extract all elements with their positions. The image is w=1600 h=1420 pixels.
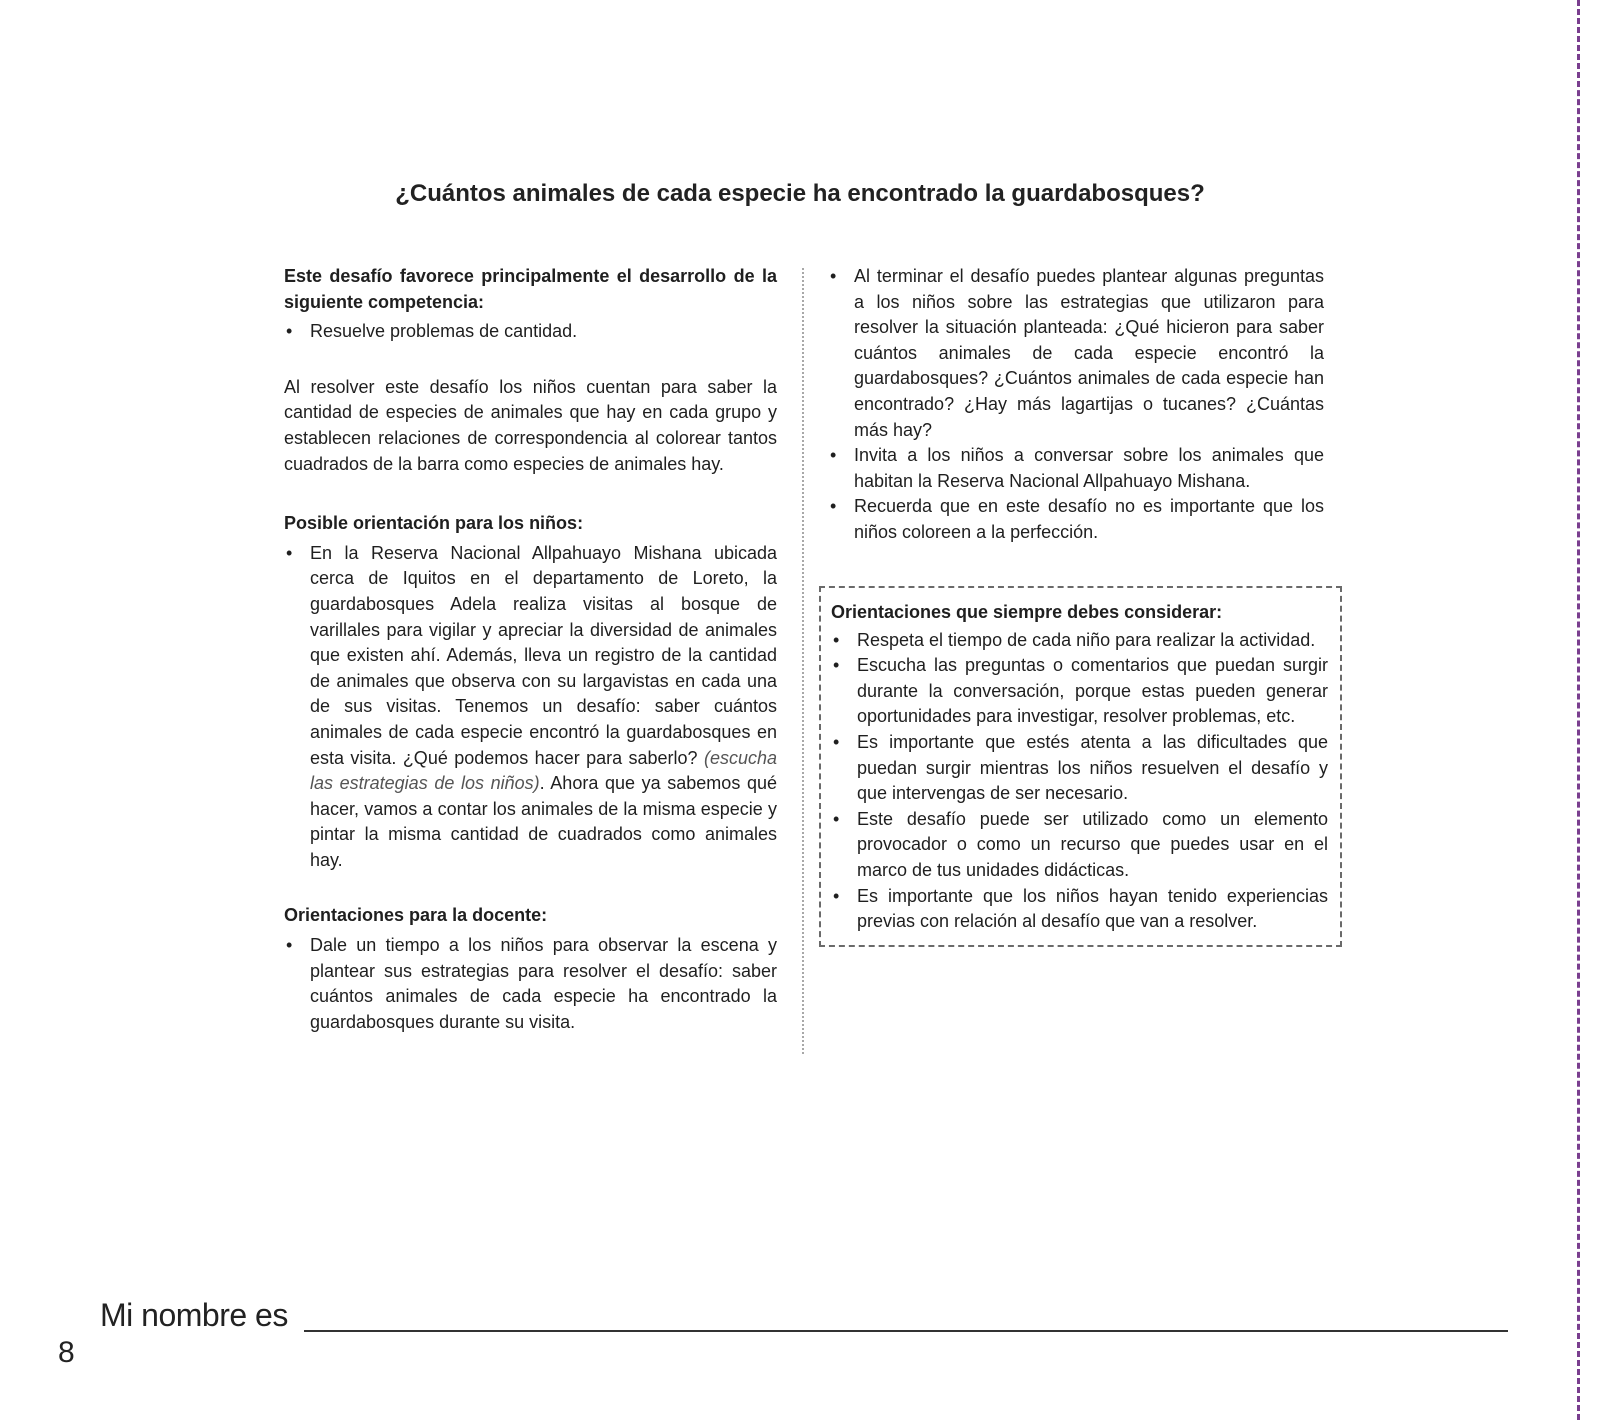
box-item: • Respeta el tiempo de cada niño para realizar la actividad. [831, 628, 1328, 654]
right-column [828, 264, 1324, 546]
competency-list [284, 319, 777, 345]
cut-line-dashed [1577, 0, 1580, 1420]
name-label: Mi nombre es [100, 1297, 288, 1333]
right-item: • Invita a los niños a conversar sobre los animales que habitan la Reserva Nacional Allpahuayo Mishana. [828, 443, 1324, 494]
name-row [100, 1297, 288, 1334]
orientation-heading: Posible orientación para los niños: [284, 513, 584, 534]
box-item: • Este desafío puede ser utilizado como un elemento provocador o como un recurso que puedes usar en el marco de tus unidades didácticas. [831, 807, 1328, 884]
orientation-list [284, 541, 777, 874]
box-item: • Es importante que estés atenta a las dificultades que puedan surgir mientras los niños resuelven el desafío y que intervengas de ser necesario. [831, 730, 1328, 807]
box-item: • Es importante que los niños hayan tenido experiencias previas con relación al desafío que van a resolver. [831, 884, 1328, 935]
box-list [831, 628, 1328, 935]
teacher-heading: Orientaciones para la docente: [284, 905, 548, 926]
competency-heading: Este desafío favorece principalmente el desarrollo de la siguiente competencia: [284, 266, 777, 312]
orientation-item [284, 541, 777, 874]
right-list [828, 264, 1324, 546]
box-heading: Orientaciones que siempre debes considerar: [831, 602, 1223, 622]
column-divider [802, 268, 804, 1054]
orientation-text-before: En la Reserva Nacional Allpahuayo Mishana ubicada cerca de Iquitos en el departamento de Loreto, la guardabosques Adela realiza visitas al bosque de varillales para vigilar y apreciar la diversidad de animales que existen ahí. Además, lleva un registro de la cantidad de animales que observa con su largavistas en cada una de sus visitas. Tenemos un desafío: saber cuántos animales de cada especie encontró la guardabosques en esta visita. ¿Qué podemos hacer para saberlo? [310, 542, 777, 768]
orientation-italic-note: (escucha las estrategias de los niños) [310, 747, 777, 794]
teacher-list [284, 933, 777, 1035]
left-column [284, 264, 777, 1035]
orientation-text-after: . Ahora que ya sabemos qué hacer, vamos a contar los animales de la misma especie y pintar la misma cantidad de cuadrados como animales hay. [310, 773, 777, 870]
always-consider-box [819, 586, 1342, 947]
intro-paragraph: Al resolver este desafío los niños cuentan para saber la cantidad de especies de animales que hay en cada grupo y establecen relaciones de correspondencia al colorear tantos cuadrados de la barra como especies de animales hay. [284, 376, 777, 474]
teacher-item: • Dale un tiempo a los niños para observar la escena y plantear sus estrategias para resolver el desafío: saber cuántos animales de cada especie ha encontrado la guardabosques durante su visita. [284, 933, 777, 1035]
name-write-line[interactable] [304, 1330, 1508, 1332]
right-item: • Recuerda que en este desafío no es importante que los niños coloreen a la perfección. [828, 494, 1324, 545]
competency-item: • Resuelve problemas de cantidad. [284, 319, 777, 345]
right-item: • Al terminar el desafío puedes plantear algunas preguntas a los niños sobre las estrategias que utilizaron para resolver la situación planteada: ¿Qué hicieron para saber cuántos animales de cada especie encontró la guardabosques? ¿Cuántos animales de cada especie han encontrado? ¿Hay más lagartijas o tucanes? ¿Cuántas más hay? [828, 264, 1324, 443]
box-item: • Escucha las preguntas o comentarios que puedan surgir durante la conversación, porque estas pueden generar oportunidades para investigar, resolver problemas, etc. [831, 653, 1328, 730]
page-number: 8 [58, 1336, 75, 1369]
page-title: ¿Cuántos animales de cada especie ha encontrado la guardabosques? [395, 180, 1205, 207]
